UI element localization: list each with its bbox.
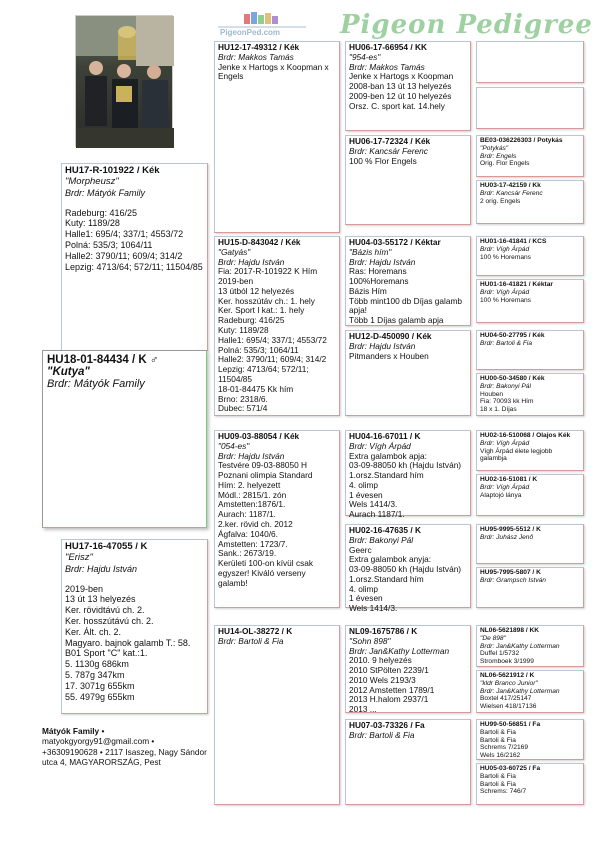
gen4-card-8 [476, 373, 584, 416]
sds-name: "Bázis hím" [349, 246, 392, 257]
ddd-card [345, 719, 471, 805]
dsd-line: 1 évesen [349, 593, 383, 604]
sire-sire-line: Jenke x Hartogs x Koopman x Engels [218, 61, 329, 82]
gen4-card-1 [476, 41, 584, 83]
sds-breeder: Brdr: Hajdu István [349, 256, 416, 267]
dds-line: 2010. 9 helyezés [349, 655, 412, 666]
sire-dam-line: Halle2: 3790/11; 609/4; 314/2 [218, 354, 327, 365]
gen4-ring: HU05-03-60725 / Fa [480, 765, 541, 772]
contact-name: Mátyók Family • [42, 726, 105, 736]
sss-line: Orsz. C. sport kat. 14.hely [349, 100, 445, 111]
gen4-breeder: Brdr: Vígh Árpád [480, 439, 530, 447]
dam-sire-line: Ágfalva: 1040/6. [218, 528, 278, 539]
dsd-breeder: Brdr: Bakonyi Pál [349, 534, 414, 545]
dam-line: 5. 787g 347km [65, 669, 125, 680]
sire-dam-line: Halle1: 695/4; 337/1; 4553/72 [218, 334, 327, 345]
gen4-card-4 [476, 180, 584, 224]
gen4-card-7 [476, 330, 584, 370]
ssd-line: 100 % Flor Engels [349, 155, 417, 166]
gen4-line: Bartoli & Fia [480, 780, 516, 788]
gen4-breeder: Brdr: Grampsch István [480, 576, 546, 584]
sire-dam-line: Lepzig: 4713/64; 572/11; 11504/85 [218, 364, 309, 384]
gen4-ring: HU95-9995-5512 / K [480, 526, 541, 533]
gen4-card-3 [476, 135, 584, 177]
gen4-card-13 [476, 625, 584, 667]
dds-ring: NL09-1675786 / K [349, 626, 418, 636]
sire-dam-breeder: Brdr: Hajdu István [218, 256, 285, 267]
dsd-line: Geerc [349, 544, 372, 555]
dam-line: 13 út 13 helyezés [65, 594, 136, 605]
sire-line: Kuty: 1189/28 [65, 218, 120, 229]
gen4-breeder: Brdr: Jan&Kathy Lotterman [480, 687, 560, 695]
dsd-line: 4. olimp [349, 583, 379, 594]
gen4-line: 18 x 1. Díjas [480, 406, 517, 414]
gen4-ring: HU04-50-27795 / Kék [480, 332, 545, 339]
sire-card [61, 163, 208, 351]
dam-line: Ker. Ált. ch. 2. [65, 626, 122, 637]
gen4-ring: HU00-50-34580 / Kék [480, 375, 545, 382]
gen4-ring: NL06-5621898 / KK [480, 627, 540, 634]
ddd-breeder: Brdr: Bartoli & Fia [349, 729, 415, 740]
family-photo [75, 15, 173, 147]
gen4-breeder: Brdr: Vígh Árpád [480, 245, 530, 253]
sire-dam-line: Radeburg: 416/25 [218, 315, 285, 326]
dam-sire-line: 2.ker. rövid ch. 2012 [218, 519, 293, 530]
subject-card [42, 350, 207, 528]
gen4-line: Duffel 1/5732 [480, 650, 520, 658]
sire-dam-line: 18-01-84475 Kk hím [218, 383, 294, 394]
sire-ring: HU17-R-101922 / Kék [65, 165, 160, 176]
dsd-line: Extra galambok anyja: [349, 554, 432, 565]
dds-line: 2010 StPölten 2239/1 [349, 665, 429, 676]
page-title: Pigeon Pedigree [340, 10, 593, 40]
sire-dam-line: Ker. hosszútáv ch.: 1. hely [218, 295, 315, 306]
gen4-name: "De 898" [480, 634, 506, 642]
dss-line: 1.orsz.Standard hím [349, 470, 424, 481]
gen4-line: Fia: 70093 kk Hím [480, 398, 534, 406]
dam-sire-breeder: Brdr: Hajdu István [218, 450, 285, 461]
sss-line: 2009-ben 12 út 10 helyezés [349, 90, 452, 101]
gen4-card-11 [476, 524, 584, 564]
sdd-line: Pitmanders x Houben [349, 350, 429, 361]
subject-ring: HU18-01-84434 / K ♂ [47, 354, 159, 366]
dds-name: "Sohn 898" [349, 635, 391, 646]
gen4-line: Bartoli & Fia [480, 772, 516, 780]
sss-card [345, 41, 471, 131]
gen4-line: 100 % Horemans [480, 296, 531, 304]
gen4-ring: HU01-16-41821 / Kéktar [480, 281, 553, 288]
sire-dam-line: Dubec: 571/4 [218, 403, 268, 414]
gen4-card-10 [476, 474, 584, 516]
gen4-card-2 [476, 87, 584, 129]
gen4-ring: BE03-036226303 / Potykás [480, 137, 563, 144]
dds-line: 2013 H.halom 2937/1 [349, 694, 429, 705]
sire-dam-line: Polná: 535/3; 1064/11 [218, 344, 299, 355]
contact-block [42, 726, 217, 767]
sds-line: Bázis Hím [349, 285, 387, 296]
sds-line: Ras: Horemans [349, 266, 407, 277]
sds-line: Több 1 Díjas galamb apja [349, 315, 444, 326]
dsd-card [345, 524, 471, 614]
dam-line: B01 Sport "C" kat.:1. [65, 648, 148, 659]
sire-line: Polná: 535/3; 1064/11 [65, 239, 153, 250]
dam-sire-line: Sank.: 2673/19. [218, 548, 277, 559]
gen4-card-16 [476, 763, 584, 805]
dam-line: 17. 3071g 655km [65, 680, 135, 691]
gen4-line: Alaptojó lánya [480, 491, 522, 499]
pigeonped-logo [214, 12, 310, 40]
dam-dam-card [214, 625, 340, 805]
dss-card [345, 430, 471, 520]
gen4-breeder: Brdr: Juhász Jenő [480, 533, 534, 541]
gen4-ring: HU01-16-41841 / KCS [480, 238, 547, 245]
sire-line: Lepzig: 4713/64; 572/11; 11504/85 [65, 261, 203, 272]
gen4-card-15 [476, 719, 584, 760]
dam-sire-line: Testvére 09-03-88050 H [218, 460, 308, 471]
gen4-ring: HU03-17-42159 / Kk [480, 182, 541, 189]
dds-line: 2010 Wels 2193/3 [349, 674, 416, 685]
sire-line: Halle1: 695/4; 337/1; 4553/72 [65, 229, 184, 240]
sire-sire-ring: HU12-17-49312 / Kék [218, 42, 300, 52]
dsd-line: 1.orsz.Standard hím [349, 573, 424, 584]
gen4-line: Bartoli & Fia [480, 728, 516, 736]
gen4-ring: HU95-7995-5807 / K [480, 569, 541, 576]
dam-line: Magyaro. bajnok galamb T.: 58. [65, 637, 191, 648]
dam-ring: HU17-16-47055 / K [65, 541, 148, 552]
dss-line: Aurach 1187/1. [349, 509, 405, 520]
sire-dam-ring: HU15-D-843042 / Kék [218, 237, 301, 247]
dsd-line: Wels 1414/3. [349, 603, 398, 614]
gen4-card-6 [476, 279, 584, 323]
dam-line: 55. 4979g 655km [65, 691, 135, 702]
dds-line: 2013 ... [349, 704, 377, 715]
gen4-line: Bartoli & Fia [480, 736, 516, 744]
dam-sire-line: Kerületi 100-on kívül csak egyszer! Kiváló verseny galamb! [218, 558, 314, 588]
dam-line: 2019-ben [65, 583, 104, 594]
gen4-ring: HU02-16-510068 / Olajos Kék [480, 432, 571, 439]
sire-dam-name: "Gatyás" [218, 246, 251, 257]
dam-sire-ring: HU09-03-88054 / Kék [218, 431, 300, 441]
dss-line: 4. olimp [349, 479, 379, 490]
sire-dam-line: Brno: 2318/6. [218, 393, 268, 404]
gen4-name: "Potykás" [480, 144, 509, 152]
ddd-ring: HU07-03-73326 / Fa [349, 720, 425, 730]
subject-name: "Kutya" [47, 366, 90, 378]
dam-line: Ker. rövidtávú ch. 2. [65, 605, 145, 616]
contact-phone-address: +36309190628 • 2117 Isaszeg, Nagy Sándor utca 4, MAGYARORSZÁG, Pest [42, 746, 207, 768]
dds-card [345, 625, 471, 713]
dss-line: Wels 1414/3. [349, 499, 398, 510]
sds-line: 100%Horemans [349, 276, 409, 287]
dss-line: 1 évesen [349, 489, 383, 500]
ssd-card [345, 135, 471, 225]
dam-sire-card [214, 430, 340, 608]
dam-sire-line: Hím: 2. helyezett [218, 479, 281, 490]
gen4-ring: HU02-16-51081 / K [480, 476, 538, 483]
dam-sire-name: "054-es" [218, 440, 250, 451]
dss-line: Extra galambok apja: [349, 450, 427, 461]
dam-line: Ker. hosszútávú ch. 2. [65, 615, 154, 626]
ssd-ring: HU06-17-72324 / Kék [349, 136, 431, 146]
dam-sire-line: Módl.: 2815/1. zón [218, 489, 287, 500]
dam-breeder: Brdr: Hajdu István [65, 563, 138, 574]
gen4-breeder: Brdr: Vígh Árpád [480, 483, 530, 491]
gen4-line: Schrems 7/2169 [480, 744, 529, 752]
sire-sire-card [214, 41, 340, 233]
gen4-line: Wels 16/2162 [480, 752, 521, 760]
gen4-card-5 [476, 236, 584, 276]
sss-line: Jenke x Hartogs x Koopman [349, 71, 454, 82]
dam-sire-line: Amstetten: 1723/7. [218, 538, 288, 549]
dam-dam-breeder: Brdr: Bartoli & Fia [218, 635, 284, 646]
sire-line: Radeburg: 416/25 [65, 207, 138, 218]
gen4-breeder: Brdr: Bakonyi Pál [480, 382, 531, 390]
gen4-line: Stromboek 3/1999 [480, 658, 534, 666]
gen4-card-12 [476, 567, 584, 608]
dam-sire-line: Amstetten:1876/1. [218, 499, 286, 510]
sdd-card [345, 330, 471, 416]
sire-dam-line: Kuty: 1189/28 [218, 325, 269, 336]
dss-line: 03-09-88050 kh (Hajdu István) [349, 460, 462, 471]
ssd-breeder: Brdr: Kancsár Ferenc [349, 145, 428, 156]
logo-text: PigeonPed.com [220, 28, 281, 37]
gen4-card-9 [476, 430, 584, 471]
dam-name: "Erisz" [65, 552, 93, 564]
gen4-breeder: Brdr: Engels [480, 152, 517, 160]
gen4-ring: HU99-50-56851 / Fa [480, 721, 541, 728]
gen4-line: Vígh Árpád élete legjobb galambja [480, 447, 553, 463]
gen4-ring: NL06-5621912 / K [480, 672, 535, 679]
gen4-breeder: Brdr: Jan&Kathy Lotterman [480, 642, 560, 650]
gen4-card-14 [476, 670, 584, 713]
dam-dam-ring: HU14-OL-38272 / K [218, 626, 293, 636]
gen4-line: Boxtel 417/25147 [480, 695, 532, 703]
subject-breeder: Brdr: Mátyók Family [47, 378, 145, 390]
sds-line: Több mint100 db Díjas galamb apja! [349, 295, 462, 316]
gen4-line: 2 orig. Engels [480, 197, 521, 205]
gen4-breeder: Brdr: Kancsár Ferenc [480, 189, 543, 197]
gen4-line: 100 % Horemans [480, 253, 531, 261]
dam-line: 5. 1130g 686km [65, 659, 129, 670]
dds-breeder: Brdr: Jan&Kathy Lotterman [349, 645, 450, 656]
sds-card [345, 236, 471, 326]
sdd-breeder: Brdr: Hajdu István [349, 340, 416, 351]
dam-sire-line: Poznani olimpia Standard [218, 470, 313, 481]
sire-line: Halle2: 3790/11; 609/4; 314/2 [65, 250, 183, 261]
sss-ring: HU06-17-66954 / KK [349, 42, 427, 52]
sire-dam-line: Ker. Sport I kat.: 1. hely [218, 305, 305, 316]
dam-sire-line: Aurach: 1187/1. [218, 509, 276, 520]
dss-breeder: Brdr: Vígh Árpád [349, 440, 411, 451]
sire-sire-breeder: Brdr: Makkos Tamás [218, 51, 294, 62]
dss-ring: HU04-16-67011 / K [349, 431, 421, 441]
sire-breeder: Brdr: Mátyók Family [65, 187, 146, 198]
sds-ring: HU04-03-55172 / Kéktar [349, 237, 441, 247]
contact-email[interactable]: matyokgyorgy91@gmail.com • [42, 736, 155, 747]
sire-dam-line: Fia: 2017-R-101922 K Hím [218, 266, 318, 277]
sire-dam-line: 13 útból 12 helyezés [218, 285, 295, 296]
dsd-line: 03-09-88050 kh (Hajdu István) [349, 564, 462, 575]
gen4-breeder: Brdr: Bartoli & Fia [480, 339, 533, 347]
gen4-breeder: Brdr: Vígh Árpád [480, 288, 530, 296]
sdd-ring: HU12-D-450090 / Kék [349, 331, 432, 341]
dsd-ring: HU02-16-47635 / K [349, 525, 421, 535]
sire-dam-line: 2019-ben [218, 276, 254, 287]
sss-line: 2008-ban 13 út 13 helyezés [349, 81, 452, 92]
dds-line: 2012 Amstetten 1789/1 [349, 684, 435, 695]
sire-dam-card [214, 236, 340, 416]
dam-card [61, 539, 208, 714]
sire-name: "Morpheusz" [65, 176, 119, 188]
gen4-line: Houben [480, 390, 504, 398]
sss-name: "954-es" [349, 51, 381, 62]
gen4-line: Orig. Flor Engels [480, 160, 530, 168]
gen4-name: "kldr Branco Junior" [480, 679, 538, 687]
gen4-line: Wielsen 418/17136 [480, 703, 537, 711]
sss-breeder: Brdr: Makkos Tamás [349, 61, 425, 72]
gen4-line: Schrems: 746/7 [480, 788, 527, 796]
